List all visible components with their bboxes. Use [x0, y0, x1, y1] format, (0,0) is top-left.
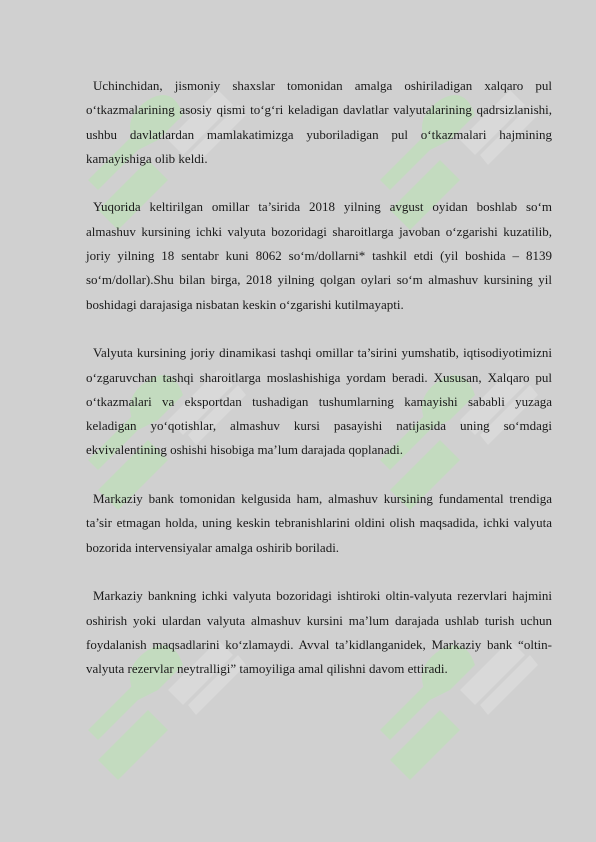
paragraph-4: Markaziy bank tomonidan kelgusida ham, almashuv kursining fundamental trendiga ta’sir etmagan holda, uning keskin tebranishlarini oldini olish maqsadida, ichki valyuta bozorida intervensiyalar amalga oshirib boriladi. [86, 491, 552, 555]
paragraph-2: Yuqorida keltirilgan omillar ta’sirida 2018 yilning avgust oyidan boshlab so‘m almashuv kursining ichki valyuta bozoridagi sharoitlarga javoban o‘zgarishi kuzatilib, joriy yilning 18 sentabr kuni 8062 so‘m/dollarni* tashkil etdi (yil boshida – 8139 so‘m/dollar).Shu bilan birga, 2018 yilning qolgan oylari so‘m almashuv kursining yil boshidagi darajasiga nisbatan keskin o‘zgarishi kutilmayapti. [86, 199, 552, 312]
document-body [86, 74, 552, 706]
paragraph-5: Markaziy bankning ichki valyuta bozoridagi ishtiroki oltin-valyuta rezervlari hajmini oshirish yoki ulardan valyuta almashuv kursini ma’lum darajada ushlab turish uchun foydalanish maqsadlarini ko‘zlamaydi. Avval ta’kidlanganidek, Markaziy bank “oltin-valyuta rezervlar neytralligi” tamoyiliga amal qilishni davom ettiradi. [86, 588, 552, 677]
paragraph-3: Valyuta kursining joriy dinamikasi tashqi omillar ta’sirini yumshatib, iqtisodiyotimizni o‘zgaruvchan tashqi sharoitlarga moslashishiga yordam beradi. Xususan, Xalqaro pul o‘tkazmalari va eksportdan tushadigan tushumlarning kamayishi sababli yuzaga keladigan yo‘qotishlar, almashuv kursi pasayishi natijasida uning so‘mdagi ekvivalentining oshishi hisobiga ma’lum darajada qoplanadi. [86, 345, 552, 458]
paragraph-1: Uchinchidan, jismoniy shaxslar tomonidan amalga oshiriladigan xalqaro pul o‘tkazmalarining asosiy qismi to‘g‘ri keladigan davlatlar valyutalarining qadrsizlanishi, ushbu davlatlardan mamlakatimizga yuboriladigan pul o‘tkazmalari hajmining kamayishiga olib keldi. [86, 78, 552, 166]
